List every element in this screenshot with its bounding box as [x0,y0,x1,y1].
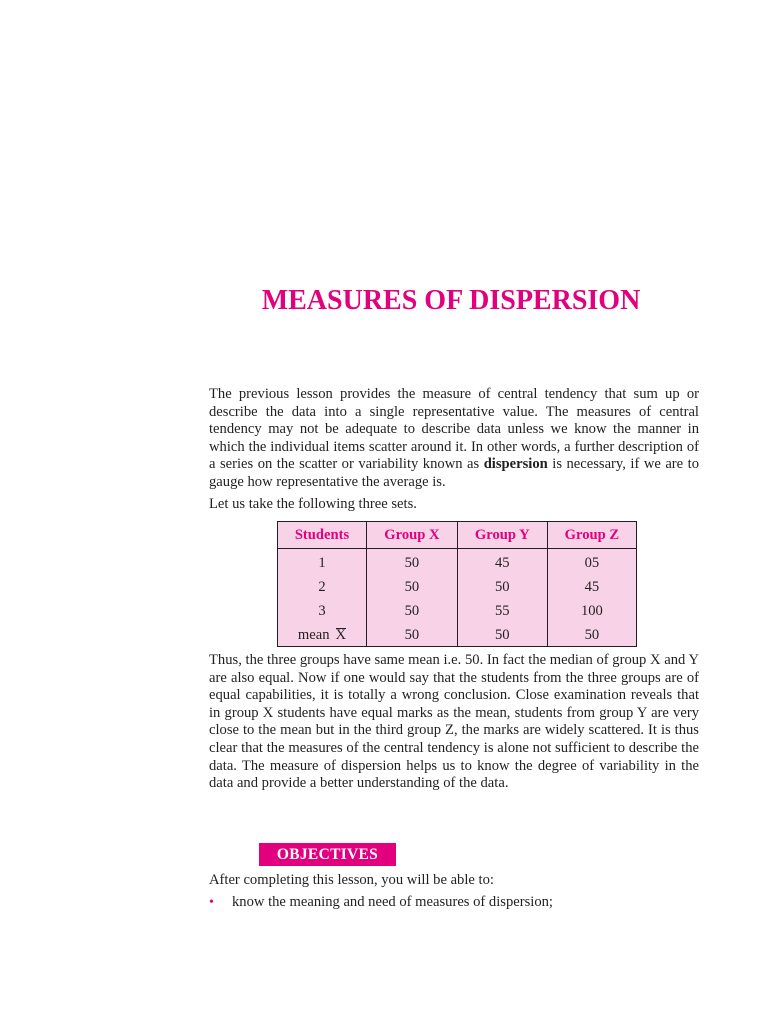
table-header-row [278,522,636,549]
title-container [209,284,699,318]
table-cell: 50 [457,623,547,647]
table-cell: 50 [366,575,457,599]
intro-text-after: is necessary, if we are to gauge how representative the average is. [209,456,699,490]
table-cell: 45 [457,549,547,576]
table-cell: 50 [457,575,547,599]
header-group-y: Group Y [457,522,547,549]
x-bar-symbol: X [335,626,347,643]
table-cell: 50 [366,549,457,576]
objective-text: know the meaning and need of measures of dispersion; [232,894,553,910]
table-cell: 55 [457,599,547,623]
table-cell: 05 [584,554,600,571]
table-row [278,575,636,599]
groups-table [278,522,636,647]
table-cell: 3 [278,599,366,623]
table-cell: 45 [584,578,600,595]
objectives-heading: OBJECTIVES [259,843,396,866]
objectives-intro: After completing this lesson, you will be able to: [209,872,494,888]
mean-label: mean [297,626,330,643]
dispersion-term: dispersion [483,456,548,473]
intro-text-before: The previous lesson provides the measure of central tendency that sum up or describe the data into a single representative value. The measures of central tendency may not be adequate to describe data unless we know the manner in which the individual items scatter around it. In other words, a further description of a series on the scatter or variability known as [209,386,699,473]
table-cell: 50 [366,599,457,623]
mean-label-cell [278,623,366,647]
table-cell: 2 [278,575,366,599]
discussion-paragraph: Thus, the three groups have same mean i.e. 50. In fact the median of group X and Y are also equal. Now if one would say that the students from the three groups are of equal capabilities, it is totally a wrong conclusion. Close examination reveals that in group X students have equal marks as the mean, students from group Y are very close to the mean but in the third group Z, the marks are widely scattered. It is thus clear that the measures of the central tendency is alone not sufficient to describe the data. The measure of dispersion helps us to know the degree of variability in the data and provide a better understanding of the data. [209,652,699,792]
header-students: Students [278,522,366,549]
table-cell: 1 [278,549,366,576]
table-row [278,549,636,576]
page-title: MEASURES OF DISPERSION [261,285,641,316]
intro-paragraph [209,386,699,492]
table-row [278,599,636,623]
lead-sentence: Let us take the following three sets. [209,496,417,512]
header-group-x: Group X [366,522,457,549]
bullet-icon: • [209,895,214,910]
table-cell: 100 [580,602,603,619]
groups-table-container [277,521,637,647]
table-cell: 50 [366,623,457,647]
table-cell: 50 [584,626,600,643]
header-group-z: Group Z [547,522,636,549]
table-row-mean [278,623,636,647]
